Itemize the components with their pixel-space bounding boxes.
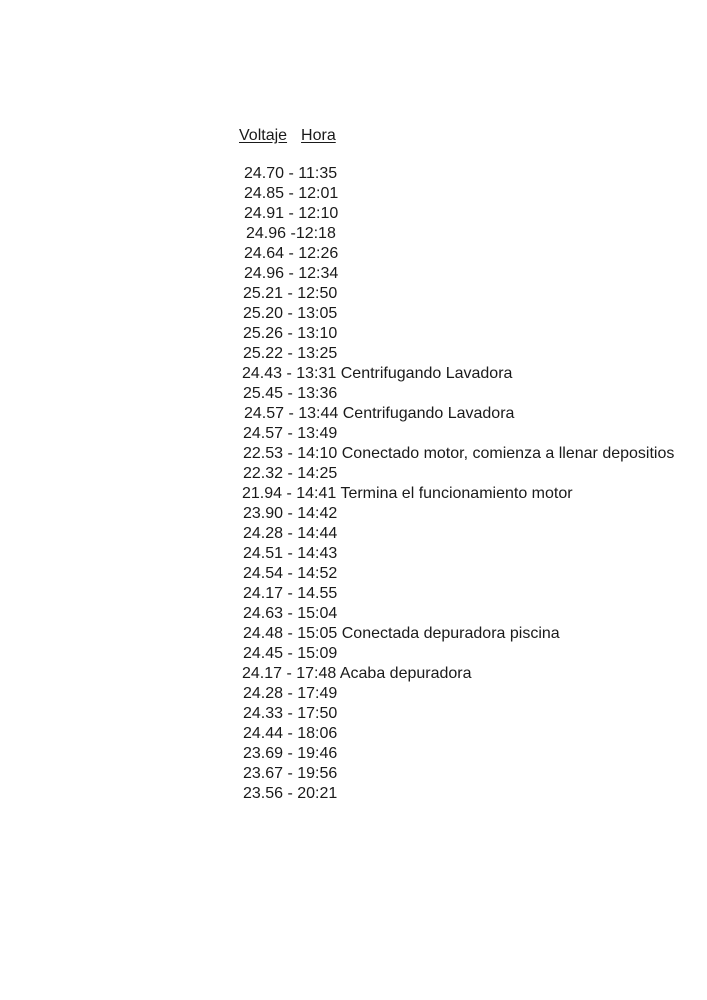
reading-text: 24.85 - 12:01 — [244, 185, 339, 202]
reading-row — [0, 284, 707, 304]
reading-row — [0, 244, 707, 264]
reading-text: 24.51 - 14:43 — [243, 545, 338, 562]
reading-row — [0, 324, 707, 344]
reading-row — [0, 304, 707, 324]
reading-row — [0, 424, 707, 444]
reading-row — [0, 584, 707, 604]
reading-row — [0, 364, 707, 384]
reading-row — [0, 544, 707, 564]
reading-row — [0, 604, 707, 624]
reading-text: 24.43 - 13:31 Centrifugando Lavadora — [242, 365, 513, 382]
readings-list — [0, 164, 707, 804]
reading-text: 22.53 - 14:10 Conectado motor, comienza a llenar depositios — [243, 445, 675, 462]
reading-row — [0, 504, 707, 524]
reading-text: 24.96 - 12:34 — [244, 265, 339, 282]
reading-row — [0, 684, 707, 704]
reading-text: 24.54 - 14:52 — [243, 565, 338, 582]
reading-row — [0, 624, 707, 644]
reading-text: 24.70 - 11:35 — [244, 165, 338, 182]
reading-text: 24.28 - 17:49 — [243, 685, 338, 702]
reading-text: 24.45 - 15:09 — [243, 645, 338, 662]
reading-text: 24.64 - 12:26 — [244, 245, 339, 262]
reading-text: 23.69 - 19:46 — [243, 745, 338, 762]
reading-row — [0, 264, 707, 284]
voltage-header: Voltaje — [239, 127, 288, 144]
reading-text: 25.20 - 13:05 — [243, 305, 338, 322]
reading-text: 23.67 - 19:56 — [243, 765, 338, 782]
column-headers — [239, 126, 336, 146]
time-header: Hora — [301, 127, 336, 144]
reading-row — [0, 224, 707, 244]
reading-text: 21.94 - 14:41 Termina el funcionamiento motor — [242, 485, 573, 502]
reading-text: 24.96 -12:18 — [246, 225, 336, 242]
reading-row — [0, 644, 707, 664]
reading-row — [0, 524, 707, 544]
reading-row — [0, 724, 707, 744]
reading-text: 24.17 - 17:48 Acaba depuradora — [242, 665, 472, 682]
reading-text: 24.57 - 13:44 Centrifugando Lavadora — [244, 405, 515, 422]
reading-row — [0, 744, 707, 764]
reading-text: 24.48 - 15:05 Conectada depuradora piscina — [243, 625, 560, 642]
reading-row — [0, 704, 707, 724]
reading-text: 22.32 - 14:25 — [243, 465, 338, 482]
reading-text: 24.44 - 18:06 — [243, 725, 338, 742]
reading-row — [0, 344, 707, 364]
reading-text: 24.63 - 15:04 — [243, 605, 338, 622]
reading-row — [0, 484, 707, 504]
reading-row — [0, 404, 707, 424]
reading-row — [0, 204, 707, 224]
reading-text: 23.56 - 20:21 — [243, 785, 338, 802]
reading-text: 24.28 - 14:44 — [243, 525, 338, 542]
reading-text: 24.91 - 12:10 — [244, 205, 339, 222]
reading-text: 25.45 - 13:36 — [243, 385, 338, 402]
reading-text: 24.33 - 17:50 — [243, 705, 338, 722]
reading-text: 23.90 - 14:42 — [243, 505, 338, 522]
reading-row — [0, 664, 707, 684]
reading-row — [0, 464, 707, 484]
reading-text: 24.17 - 14.55 — [243, 585, 338, 602]
reading-row — [0, 184, 707, 204]
reading-row — [0, 784, 707, 804]
reading-row — [0, 164, 707, 184]
reading-row — [0, 384, 707, 404]
reading-row — [0, 764, 707, 784]
reading-row — [0, 564, 707, 584]
reading-text: 25.26 - 13:10 — [243, 325, 338, 342]
reading-row — [0, 444, 707, 464]
reading-text: 25.22 - 13:25 — [243, 345, 338, 362]
reading-text: 24.57 - 13:49 — [243, 425, 338, 442]
reading-text: 25.21 - 12:50 — [243, 285, 338, 302]
